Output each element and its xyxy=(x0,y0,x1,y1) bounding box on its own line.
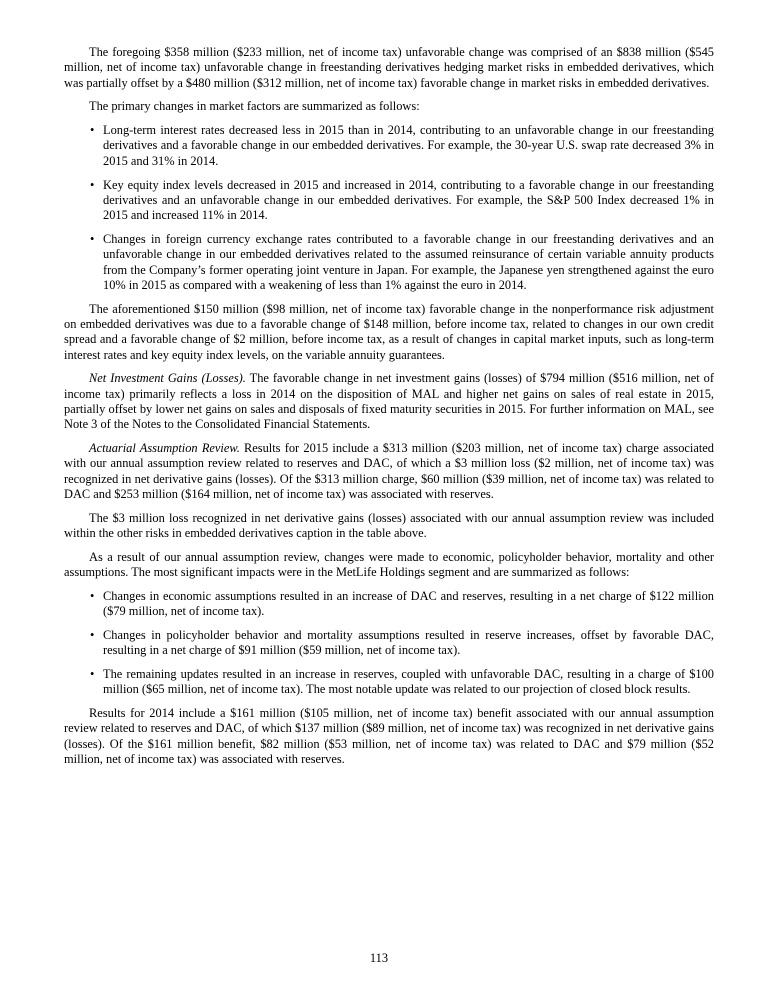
bullet-list-market-factors xyxy=(64,123,714,293)
paragraph-primary-changes-intro: The primary changes in market factors are summarized as follows: xyxy=(89,99,420,114)
actuarial-assumption-text: Results for 2015 include a $313 million ($203 million, net of income tax) charge associated with our annual assumption review related to reserves and DAC, of which a $3 million loss ($2 million, net of income tax) was recognized in net derivative gains (losses). Of the $313 million charge, $60 million ($39 million, net of income tax) was related to DAC and $253 million ($164 million, net of income tax) was associated with reserves. xyxy=(64,441,714,501)
paragraph-3million-loss: The $3 million loss recognized in net derivative gains (losses) associated with our annual assumption review was included within the other risks in embedded derivatives caption in the table above. xyxy=(64,510,714,541)
net-investment-gains-text: The favorable change in net investment gains (losses) of $794 million ($516 million, net of income tax) primarily reflects a loss in 2014 on the disposition of MAL and higher net gains on sales of real estate in 2015, partially offset by lower net gains on sales and disposals of fixed maturity securities in 2015. For further information on MAL, see Note 3 of the Notes to the Consolidated Financial Statements. xyxy=(64,371,714,432)
bullet-text: Changes in foreign currency exchange rates contributed to a favorable change in our freestanding derivatives and an unfavorable change in our embedded derivatives related to the assumed reinsurance of certain variable annuity products from the Company’s former operating joint venture in Japan. For example, the Japanese yen strengthened against the euro 10% in 2015 as compared with a weakening of less than 1% against the euro in 2014. xyxy=(103,231,714,292)
bullet-text: Key equity index levels decreased in 2015 and increased in 2014, contributing to a favorable change in our freestanding derivatives and an unfavorable change in our embedded derivatives. For example, the S&P 500 Index decreased 1% in 2015 and increased 11% in 2014. xyxy=(103,177,714,223)
bullet-icon: • xyxy=(90,231,95,246)
net-investment-gains-heading: Net Investment Gains (Losses). xyxy=(89,371,246,386)
bullet-icon: • xyxy=(90,628,95,642)
bullet-economic-assumptions xyxy=(64,589,714,620)
bullet-icon: • xyxy=(90,588,95,603)
paragraph-foregoing-change: The foregoing $358 million ($233 million, net of income tax) unfavorable change was comprised of an $838 million ($545 million, net of income tax) unfavorable change in freestanding derivatives hedging market risks in embedded derivatives, which was partially offset by a $480 million ($312 million, net of income tax) favorable change in market risks in embedded derivatives. xyxy=(64,45,714,90)
bullet-interest-rates xyxy=(64,123,714,169)
bullet-foreign-currency xyxy=(64,232,714,293)
page-number: 113 xyxy=(369,950,389,965)
bullet-remaining-updates xyxy=(64,667,714,698)
bullet-icon: • xyxy=(90,177,95,192)
bullet-text: Changes in policyholder behavior and mortality assumptions resulted in reserve increases, offset by favorable DAC, resulting in a net charge of $91 million ($59 million, net of income tax). xyxy=(103,628,714,658)
paragraph-assumption-review-result: As a result of our annual assumption review, changes were made to economic, policyholder behavior, mortality and other assumptions. The most significant impacts were in the MetLife Holdings segment and are summarized as follows: xyxy=(64,549,714,580)
bullet-text: Changes in economic assumptions resulted in an increase of DAC and reserves, resulting in a net charge of $122 million ($79 million, net of income tax). xyxy=(103,588,714,619)
paragraph-net-investment-gains xyxy=(64,371,714,432)
bullet-icon: • xyxy=(90,123,95,138)
bullet-list-assumption-impacts xyxy=(64,589,714,698)
document-body xyxy=(64,45,714,767)
bullet-icon: • xyxy=(90,667,95,682)
bullet-text: The remaining updates resulted in an increase in reserves, coupled with unfavorable DAC, resulting in a charge of $100 million ($65 million, net of income tax). The most notable update was related to our projection of closed block results. xyxy=(103,667,714,697)
paragraph-nonperformance-risk: The aforementioned $150 million ($98 million, net of income tax) favorable change in the nonperformance risk adjustment on embedded derivatives was due to a favorable change of $148 million, before income tax, related to changes in our own credit spread and a favorable change of $2 million, before income tax, as a result of changes in capital market inputs, such as long-term interest rates and key equity index levels, on the variable annuity guarantees. xyxy=(64,301,714,362)
actuarial-assumption-heading: Actuarial Assumption Review. xyxy=(89,441,240,456)
bullet-text: Long-term interest rates decreased less in 2015 than in 2014, contributing to an unfavorable change in our freestanding derivatives and a favorable change in our embedded derivatives. For example, the 30-year U.S. swap rate decreased 3% in 2015 and 31% in 2014. xyxy=(103,123,714,168)
paragraph-actuarial-assumption-review xyxy=(64,441,714,502)
bullet-equity-index xyxy=(64,178,714,224)
paragraph-results-2014: Results for 2014 include a $161 million ($105 million, net of income tax) benefit associated with our annual assumption review related to reserves and DAC, of which $137 million ($89 million, net of income tax) was recognized in net derivative gains (losses). Of the $161 million benefit, $82 million ($53 million, net of income tax) was related to DAC and $79 million ($52 million, net of income tax) was associated with reserves. xyxy=(64,706,714,767)
bullet-policyholder-behavior xyxy=(64,628,714,659)
